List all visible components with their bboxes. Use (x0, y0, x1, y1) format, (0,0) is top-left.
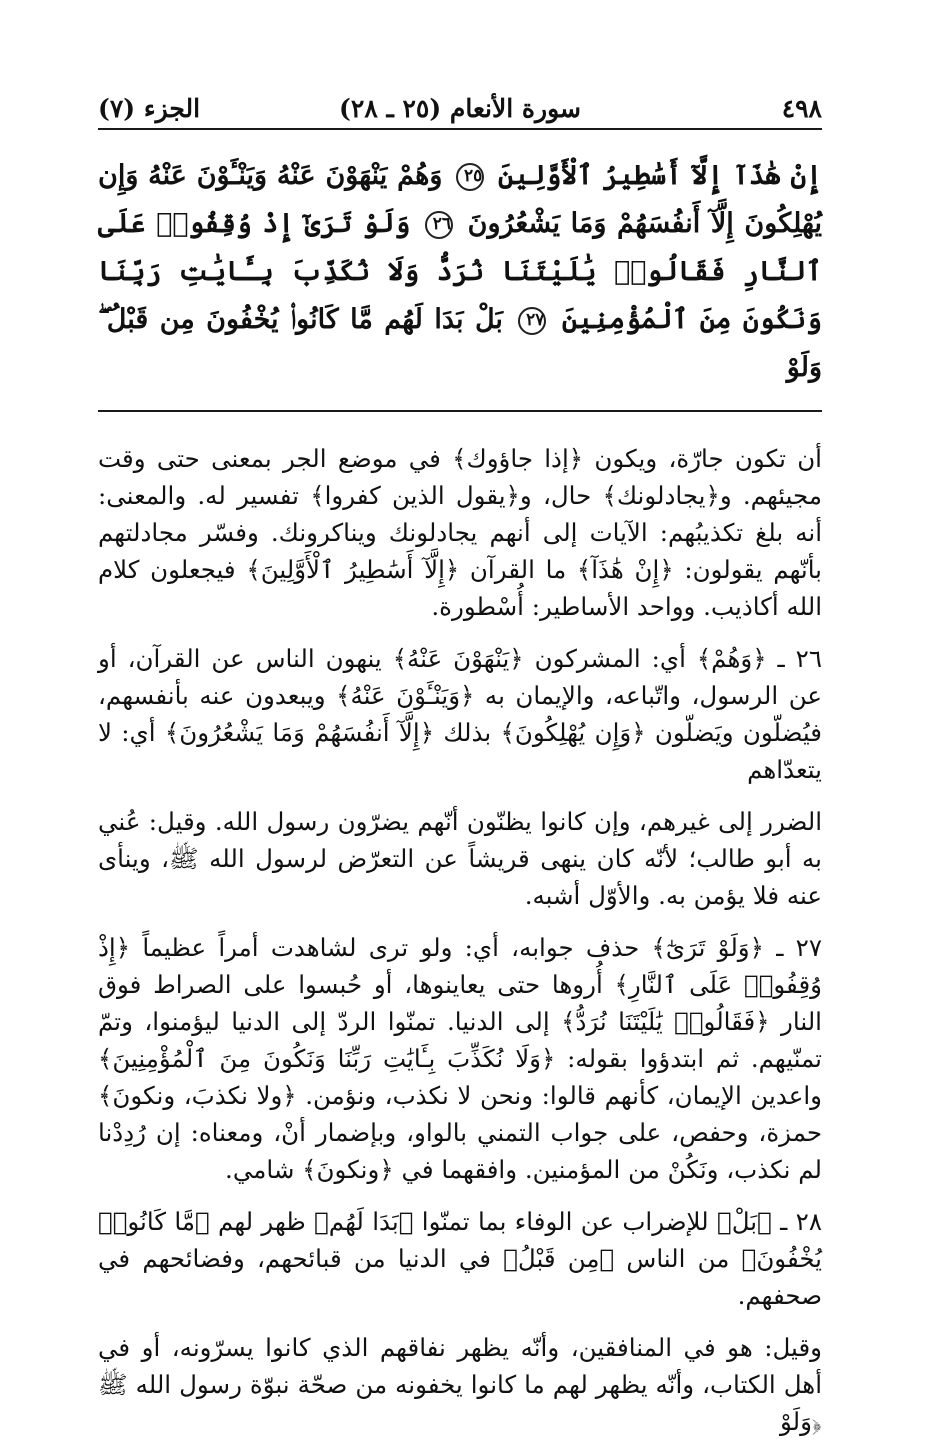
commentary-paragraph: ٢٧ ـ ﴿وَلَوْ تَرَىٰٓ﴾ حذف جوابه، أي: ولو ترى لشاهدت أمراً عظيماً ﴿إِذْ وُقِفُوا۟ عَلَى ٱلنَّارِ﴾ أُروها حتى يعاينوها، أو حُبسوا على الصراط فوق النار ﴿فَقَالُوا۟ يَٰلَيْتَنَا نُرَدُّ﴾ إلى الدنيا. تمنّوا الردّ إلى الدنيا ليؤمنوا، وتمّ تمنّيهم. ثم ابتدؤوا بقوله: ﴿وَلَا نُكَذِّبَ بِـَٔايَٰتِ رَبِّنَا وَنَكُونَ مِنَ ٱلْمُؤْمِنِينَ﴾ واعدين الإيمان، كأنهم قالوا: ونحن لا نكذب، ونؤمن. ﴿ولا نكذبَ، ونكونَ﴾ حمزة، وحفص، على جواب التمني بالواو، وبإضمار أنْ، ومعناه: إن رُدِدْنا لم نكذب، ونَكُنْ من المؤمنين. وافقهما في ﴿ونكونَ﴾ شامي. (98, 933, 822, 1184)
commentary-paragraph: ٢٨ ـ ﴿بَلْ﴾ للإضراب عن الوفاء بما تمنّوا ﴿بَدَا لَهُم﴾ ظهر لهم ﴿مَّا كَانُوا۟ يُخْفُونَ﴾ من الناس ﴿مِن قَبْلُ﴾ في الدنيا من قبائحهم، وفضائحهم في صحفهم. (98, 1207, 822, 1310)
verse-number-marker: ٢٧ (518, 307, 546, 335)
page-number: ٤٩٨ (781, 94, 822, 123)
quran-verse-segment: وَلَوْ تَرَىٰٓ إِذْ وُقِفُوا۟ عَلَى ٱلنَّارِ فَقَالُوا۟ يَٰلَيْتَنَا نُرَدُّ وَلَا نُكَذِّبَ بِـَٔايَٰتِ رَبِّنَا وَنَكُونَ مِنَ ٱلْمُؤْمِنِينَ (98, 208, 822, 335)
quran-verse-segment: بَلْ بَدَا لَهُم مَّا كَانُوا۟ يُخْفُونَ مِن قَبْلُ ۖ وَلَوْ (98, 304, 822, 383)
commentary-paragraph: الضرر إلى غيرهم، وإن كانوا يظنّون أنّهم يضرّون رسول الله. وقيل: عُني به أبو طالب؛ لأنّه كان ينهى قريشاً عن التعرّض لرسول الله ﷺ، وينأى عنه فلا يؤمن به. والأوّل أشبه. (98, 807, 822, 910)
commentary-body (98, 412, 822, 1440)
quran-verse-segment: إِنْ هَٰذَآ إِلَّآ أَسَٰطِيرُ ٱلْأَوَّلِينَ (498, 160, 823, 191)
quran-text-block (98, 130, 822, 410)
page-header (98, 88, 822, 128)
commentary-paragraph: أن تكون جارّة، ويكون ﴿إذا جاؤوك﴾ في موضع الجر بمعنى حتى وقت مجيئهم. و﴿يجادلونك﴾ حال، و﴿يقول الذين كفروا﴾ تفسير له. والمعنى: أنه بلغ تكذيبُهم: الآيات إلى أنهم يجادلونك ويناكرونك. وفسّر مجادلتهم بأنّهم يقولون: ﴿إِنْ هَٰذَآ﴾ ما القرآن ﴿إِلَّآ أَسَٰطِيرُ ٱلْأَوَّلِينَ﴾ فيجعلون كلام الله أكاذيب. وواحد الأساطير: أُسْطورة. (98, 444, 822, 621)
book-page (98, 88, 822, 1455)
surah-title: سورة الأنعام (٢٥ ـ ٢٨) (339, 94, 581, 123)
juz-label: الجزء (٧) (98, 94, 201, 123)
commentary-paragraph: وقيل: هو في المنافقين، وأنّه يظهر نفاقهم الذي كانوا يسرّونه، أو في أهل الكتاب، وأنّه يظهر لهم ما كانوا يخفونه من صحّة نبوّة رسول الله ﷺ ﴿وَلَوْ (98, 1333, 822, 1436)
verse-number-marker: ٢٦ (425, 211, 453, 239)
quran-verse-segment: وَهُمْ يَنْهَوْنَ عَنْهُ وَيَنْـَٔوْنَ عَنْهُ وَإِن يُهْلِكُونَ إِلَّآ أَنفُسَهُمْ وَمَا يَشْعُرُونَ (98, 160, 822, 239)
commentary-paragraph: ٢٦ ـ ﴿وَهُمْ﴾ أي: المشركون ﴿يَنْهَوْنَ عَنْهُ﴾ ينهون الناس عن القرآن، أو عن الرسول، واتّباعه، والإيمان به ﴿وَيَنْـَٔوْنَ عَنْهُ﴾ ويبعدون عنه بأنفسهم، فيُضلّون ويَضلّون ﴿وَإِن يُهْلِكُونَ﴾ بذلك ﴿إِلَّآ أَنفُسَهُمْ وَمَا يَشْعُرُونَ﴾ أي: لا يتعدّاهم (98, 644, 822, 784)
verse-number-marker: ٢٥ (456, 163, 484, 191)
